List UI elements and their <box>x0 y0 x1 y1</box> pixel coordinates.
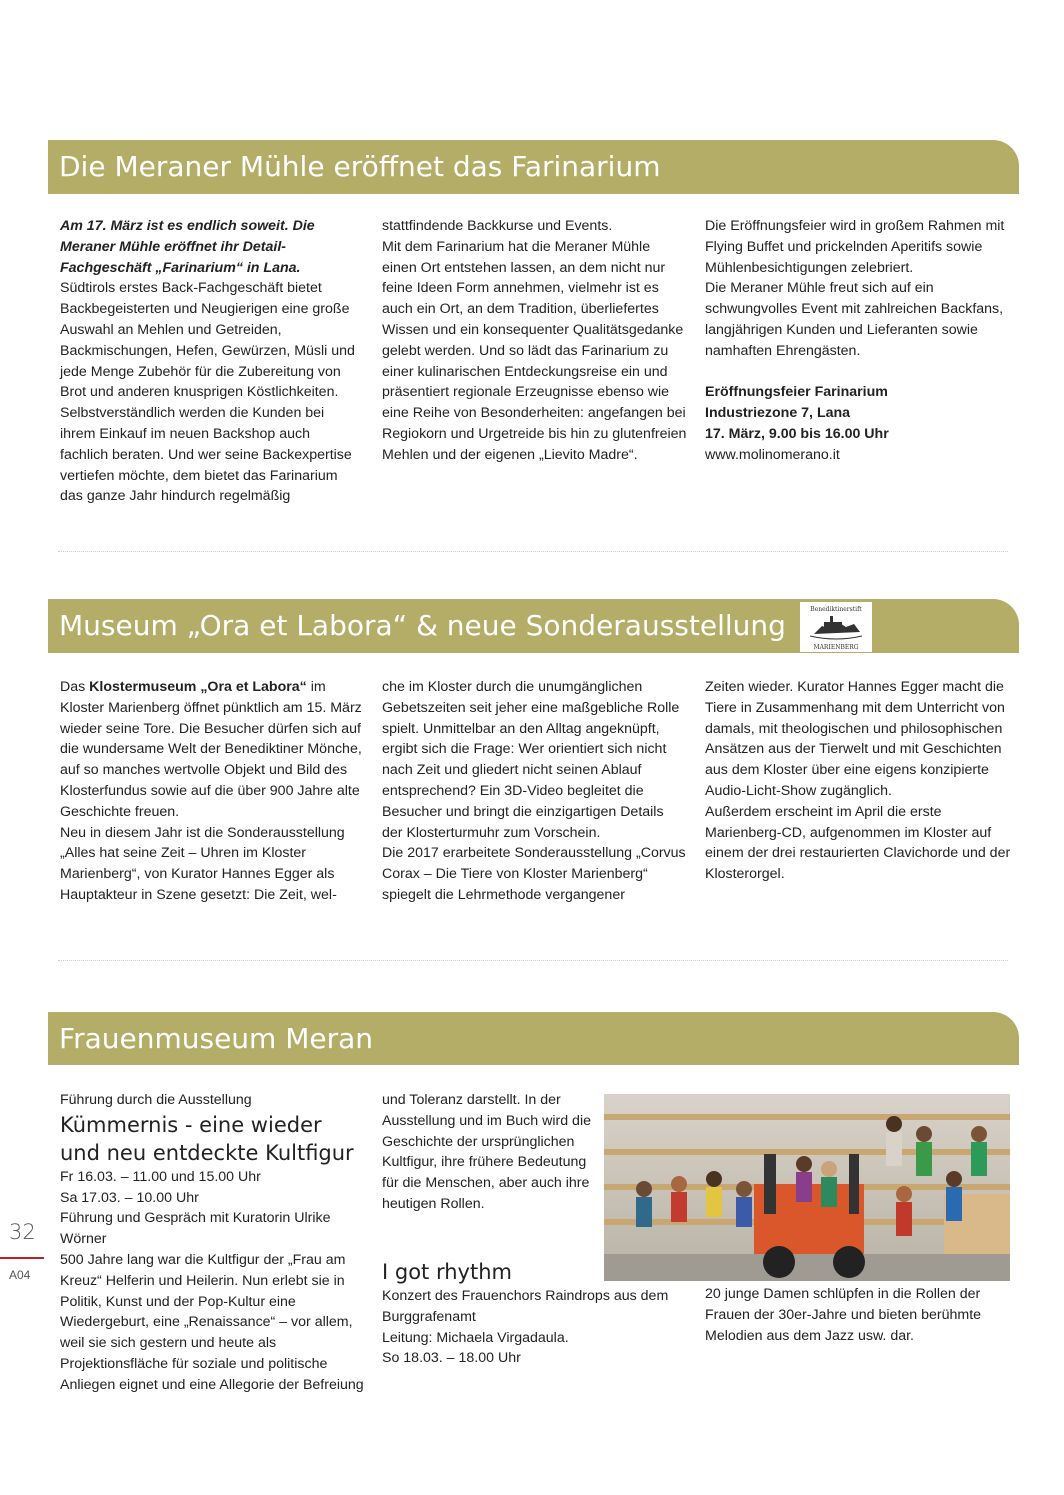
page-number: 32 <box>9 1220 36 1244</box>
museum-name: Klostermuseum „Ora et Labora“ <box>89 679 307 695</box>
frauenmuseum-col-1 <box>60 1090 368 1396</box>
exhibition-title: Kümmernis - eine wieder und neu entdeckte Kultfigur <box>60 1112 354 1165</box>
page-code: A04 <box>9 1268 31 1282</box>
exhibition-body-cont: und Toleranz darstellt. In der Ausstellung und im Buch wird die Geschichte der ursprünglichen Kultfigur, ihre frühere Bedeutung für die Menschen, aber auch ihre heutigen Rollen. <box>382 1092 591 1212</box>
photo-caption-text: 20 junge Damen schlüpfen in die Rollen der Frauen der 30er-Jahre und bieten berühmte Melodien aus dem Jazz usw. dar. <box>705 1286 982 1344</box>
rhythm-concert: Konzert des Frauenchors Raindrops aus dem Burggrafenamt <box>382 1288 669 1325</box>
museum-body-2a: che im Kloster durch die unumgänglichen Gebetszeiten seit jeher eine maßgebliche Rolle spielt. Unmittelbar an den Alltag angeknüpft, ergibt sich die Frage: Wer orientiert sich nicht nach Zeit und gliedert nicht seinen Ablauf entsprechend? Ein 3D-Video begleitet die Besucher und bringt die einzigartigen Details der Klosterturmuhr zum Vorschein. <box>382 679 680 841</box>
choir-photo-image <box>604 1094 1010 1281</box>
marienberg-logo <box>800 602 872 652</box>
exhibition-body: 500 Jahre lang war die Kultfigur der „Frau am Kreuz“ Helferin und Heilerin. Nun erlebt sie in Politik, Kunst und der Pop-Kultur eine Wiedergeburt, eine „Renaissance“ – vor allem, weil sie sich gestern und heute als Projektionsfläche für soziale und politische Anliegen eignet und eine Allegorie der Befreiung <box>60 1251 364 1393</box>
tour-intro: Führung durch die Ausstellung <box>60 1092 252 1108</box>
museum-col-1 <box>60 677 362 906</box>
event-address: Industriezone 7, Lana <box>705 405 851 422</box>
page-number-rule <box>0 1257 44 1259</box>
rhythm-lead: Leitung: Michaela Virgadaula. <box>382 1329 569 1346</box>
farinarium-lede: Am 17. März ist es endlich soweit. Die Meraner Mühle eröffnet ihr Detail-Fachgeschäft „Farinarium“ in Lana. <box>60 218 315 276</box>
tour-date-1: Fr 16.03. – 11.00 und 15.00 Uhr <box>60 1168 261 1185</box>
museum-col-2 <box>382 677 687 906</box>
section-divider <box>58 960 1008 961</box>
museum-body-1a: Das Klostermuseum „Ora et Labora“ im Kloster Marienberg öffnet pünktlich am 15. März wieder seine Tore. Die Besucher dürfen sich auf die wundersame Welt der Benediktiner Mönche, auf so manches wertvolle Objekt und Bild des Klosterfundus sowie auf die über 900 Jahre alte Geschichte freuen. <box>60 679 362 820</box>
rhythm-title: I got rhythm <box>382 1260 512 1284</box>
farinarium-body-2a: stattfindende Backkurse und Events. <box>382 218 613 234</box>
museum-body-3a: Zeiten wieder. Kurator Hannes Egger macht die Tiere in Zusammenhang mit dem Unterricht von damals, mit theologischen und philosophischen Ansätzen aus der Tierwelt und mit Geschichten aus dem Kloster über eine eigens konzipierte Audio-Licht-Show zugänglich. <box>705 679 1005 799</box>
farinarium-col-1 <box>60 216 362 507</box>
event-date: 17. März, 9.00 bis 16.00 Uhr <box>705 425 889 442</box>
museum-body-2b: Die 2017 erarbeitete Sonderausstellung „Corvus Corax – Die Tiere von Kloster Marienberg“ spiegelt die Lehrmethode vergangener <box>382 845 686 903</box>
museum-body-3b: Außerdem erscheint im April die erste Marienberg-CD, aufgenommen im Kloster auf einem der drei restaurierten Clavichorde und der Klosterorgel. <box>705 803 1011 883</box>
section-title-frauenmuseum: Frauenmuseum Meran <box>48 1012 1019 1065</box>
tour-date-2: Sa 17.03. – 10.00 Uhr <box>60 1189 199 1206</box>
event-url[interactable]: www.molinomerano.it <box>705 446 840 463</box>
choir-photo <box>604 1094 1010 1281</box>
tour-guide: Führung und Gespräch mit Kuratorin Ulrike Wörner <box>60 1210 331 1248</box>
event-name: Eröffnungsfeier Farinarium <box>705 384 888 401</box>
section-divider <box>58 551 1008 552</box>
farinarium-body-2b: Mit dem Farinarium hat die Meraner Mühle einen Ort entstehen lassen, an dem nicht nur feine Ideen Form annehmen, vielmehr ist es auch ein Ort, an dem Tradition, überliefertes Wissen und ein konsequenter Qualitätsgedanke gelebt werden. Und so lädt das Farinarium zu einer kulinarischen Entdeckungsreise ein und präsentiert regionale Erzeugnisse ebenso wie eine Reihe von Besonderheiten: angefangen bei Regiokorn und Urgetreide bis hin zu glutenfreien Mehlen und der eigenen „Lievito Madre“. <box>382 238 687 463</box>
section-title-farinarium: Die Meraner Mühle eröffnet das Farinarium <box>48 140 1019 194</box>
photo-caption <box>705 1284 1011 1346</box>
abbey-logo-icon <box>800 602 872 652</box>
museum-body-1b: Neu in diesem Jahr ist die Sonderausstellung „Alles hat seine Zeit – Uhren im Kloster Marienberg“, von Kurator Hannes Egger als Hauptakteur in Szene gesetzt: Die Zeit, wel- <box>60 824 345 903</box>
farinarium-body-1: Südtirols erstes Back-Fachgeschäft bietet Backbegeisterten und Neugierigen eine große Auswahl an Mehlen und Getreiden, Backmischungen, Hefen, Gewürzen, Müsli und jede Menge Zubehör für die Zubereitung von Brot und anderen knusprigen Köstlichkeiten. Selbstverständlich werden die Kunden bei ihrem Einkauf im neuen Backshop auch fachlich beraten. Und wer seine Backexpertise vertiefen möchte, dem bietet das Farinarium das ganze Jahr hindurch regelmäßig <box>60 280 355 505</box>
farinarium-col-3 <box>705 216 1011 466</box>
farinarium-body-3b: Die Meraner Mühle freut sich auf ein schwungvolles Event mit zahlreichen Backfans, langjährigen Kunden und Lieferanten sowie namhaften Ehrengästen. <box>705 280 1004 359</box>
farinarium-body-3a: Die Eröffnungsfeier wird in großem Rahmen mit Flying Buffet und prickelnden Aperitifs sowie Mühlenbesichtigungen zelebriert. <box>705 218 1005 276</box>
rhythm-date: So 18.03. – 18.00 Uhr <box>382 1350 521 1367</box>
section-title-museum: Museum „Ora et Labora“ & neue Sonderausstellung <box>48 599 1019 653</box>
logo-top-text: Benediktinerstift <box>810 606 862 613</box>
museum-col-3 <box>705 677 1011 885</box>
farinarium-col-2 <box>382 216 687 466</box>
logo-bottom-text: MARIENBERG <box>813 644 859 651</box>
frauenmuseum-col-2 <box>382 1090 594 1215</box>
